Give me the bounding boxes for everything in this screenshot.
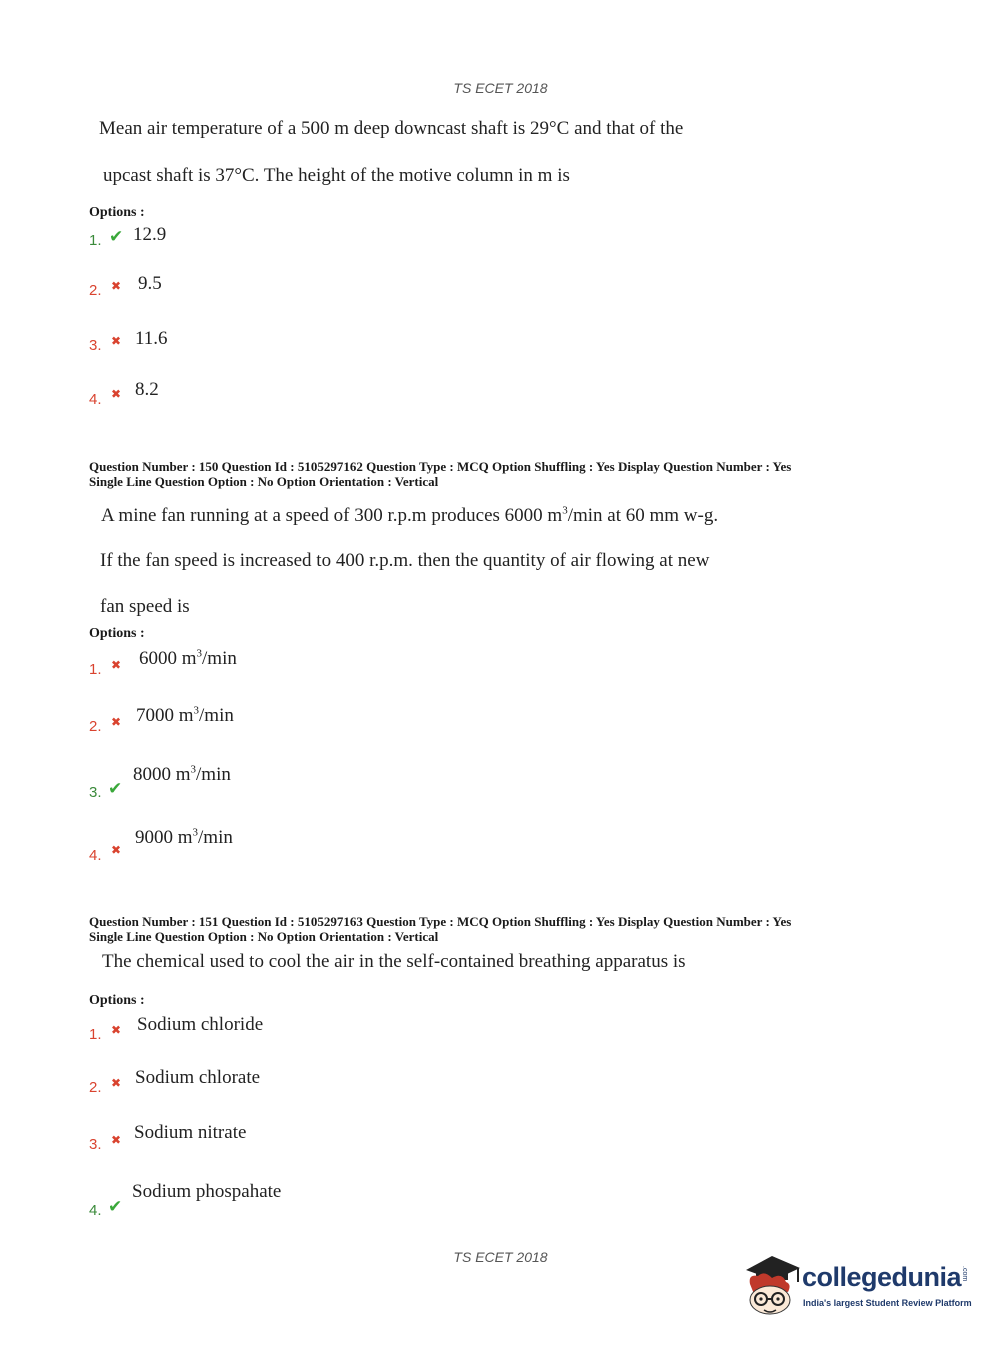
option-text: Sodium chloride [137, 1014, 264, 1035]
option-text: 7000 $m^3/\min$ [136, 704, 234, 726]
options-label: Options : [89, 626, 145, 641]
option-text: 8.2 [135, 379, 159, 400]
option-text: Sodium nitrate [134, 1122, 247, 1143]
check-icon: ✔ [108, 1197, 123, 1217]
question-150-line-1: A mine fan running at a speed of 300 r.p.m produces 6000 $m^3/\min$ at 60 mm w-g. [101, 504, 719, 526]
option-text: 9.5 [138, 273, 162, 294]
option-number: 4. [89, 391, 102, 408]
page-header: TS ECET 2018 [453, 80, 548, 96]
option-text: 8000 $m^3/\min$ [133, 763, 231, 785]
page-footer: TS ECET 2018 [453, 1249, 548, 1265]
question-meta-line-1: Question Number : 150 Question Id : 5105297162 Question Type : MCQ Option Shuffling : Yes Display Question Number : Yes [89, 459, 792, 474]
option-number: 4. [89, 1202, 102, 1219]
question-meta-line-2: Single Line Question Option : No Option Orientation : Vertical [89, 929, 439, 944]
question-150-line-3: fan speed is [100, 596, 190, 617]
cross-icon: ✖ [111, 334, 122, 348]
option-number: 2. [89, 282, 102, 299]
question-149-line-2: upcast shaft is 37°C. The height of the motive column in m is [103, 165, 570, 186]
option-number: 3. [89, 337, 102, 354]
option-number: 2. [89, 718, 102, 735]
option-number: 3. [89, 784, 102, 801]
cross-icon: ✖ [111, 1133, 122, 1147]
option-number: 4. [89, 847, 102, 864]
cross-icon: ✖ [111, 387, 122, 401]
option-number: 3. [89, 1136, 102, 1153]
options-label: Options : [89, 993, 145, 1008]
option-text: 6000 $m^3/\min$ [139, 647, 237, 669]
option-text: Sodium chlorate [135, 1067, 261, 1088]
option-text: 9000 $m^3/\min$ [135, 826, 233, 848]
check-icon: ✔ [108, 779, 123, 799]
cross-icon: ✖ [111, 279, 122, 293]
question-meta-line-1: Question Number : 151 Question Id : 5105297163 Question Type : MCQ Option Shuffling : Yes Display Question Number : Yes [89, 914, 792, 929]
logo-tagline: India's largest Student Review Platform [803, 1298, 972, 1308]
question-meta-line-2: Single Line Question Option : No Option Orientation : Vertical [89, 474, 439, 489]
option-number: 1. [89, 661, 102, 678]
cross-icon: ✖ [111, 843, 122, 857]
option-number: 1. [89, 1026, 102, 1043]
option-number: 2. [89, 1079, 102, 1096]
logo-wordmark: collegedunia [802, 1262, 962, 1292]
question-151-line-1: The chemical used to cool the air in the self-contained breathing apparatus is [102, 951, 686, 972]
options-label: Options : [89, 205, 145, 220]
collegedunia-logo [742, 1248, 972, 1320]
cross-icon: ✖ [111, 1023, 122, 1037]
logo-suffix: .com [961, 1266, 968, 1282]
cross-icon: ✖ [111, 715, 122, 729]
option-text: 12.9 [133, 224, 167, 245]
question-150-line-2: If the fan speed is increased to 400 r.p.m. then the quantity of air flowing at new [100, 550, 710, 571]
question-149-line-1: Mean air temperature of a 500 m deep downcast shaft is 29°C and that of the [99, 118, 684, 139]
cross-icon: ✖ [111, 1076, 122, 1090]
option-number: 1. [89, 232, 102, 249]
cross-icon: ✖ [111, 658, 122, 672]
mascot-icon [742, 1248, 802, 1318]
check-icon: ✔ [109, 227, 124, 247]
option-text: Sodium phospahate [132, 1181, 282, 1202]
option-text: 11.6 [135, 328, 168, 349]
